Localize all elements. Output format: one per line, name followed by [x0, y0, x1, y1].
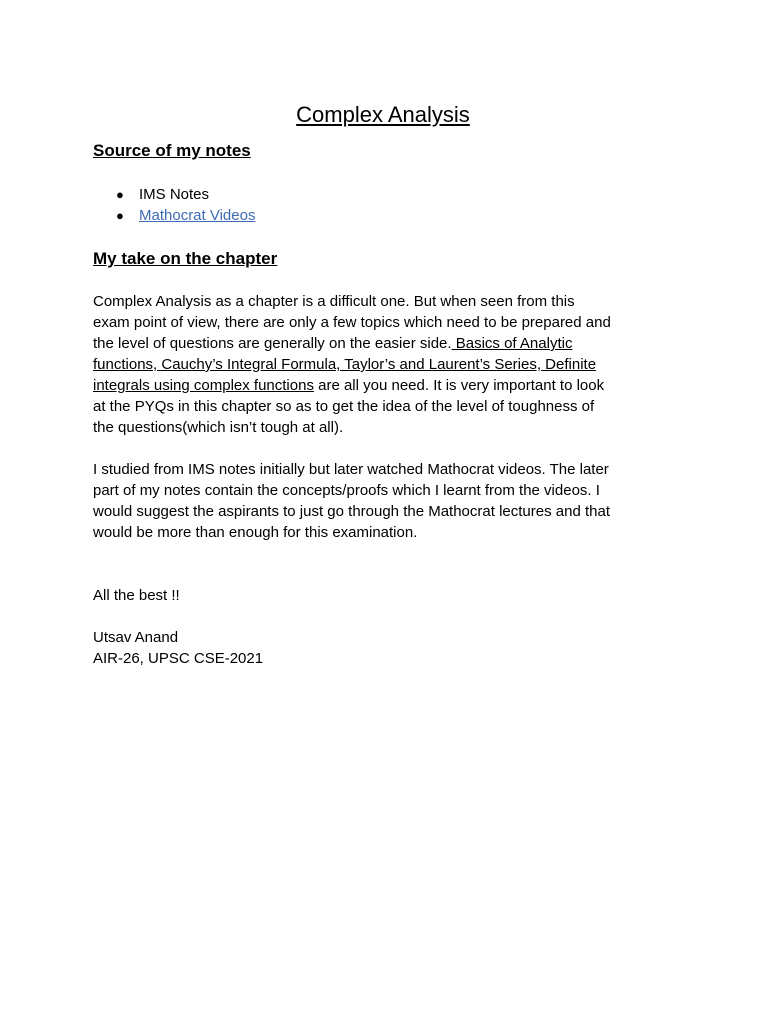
section-heading-take: My take on the chapter: [93, 249, 278, 268]
paragraph-line: I studied from IMS notes initially but later watched Mathocrat videos. The later: [93, 461, 609, 478]
list-item: [93, 205, 255, 226]
paragraph-line: [93, 375, 683, 396]
paragraph-take-2: [93, 459, 683, 543]
paragraph-line: part of my notes contain the concepts/proofs which I learnt from the videos. I: [93, 482, 600, 499]
paragraph-take-1: [93, 291, 683, 438]
closing-line: All the best !!: [93, 587, 180, 604]
paragraph-line: [93, 333, 683, 354]
mathocrat-videos-link[interactable]: Mathocrat Videos: [139, 207, 256, 224]
page-title: Complex Analysis: [296, 101, 470, 127]
paragraph-line: would be more than enough for this examination.: [93, 524, 418, 541]
paragraph-text: are all you need. It is very important to look: [313, 377, 605, 394]
underlined-topics-text: Basics of Analytic: [451, 335, 573, 352]
signature-name: Utsav Anand: [93, 629, 179, 646]
paragraph-text: the level of questions are generally on the easier side.: [93, 335, 452, 352]
paragraph-line: Complex Analysis as a chapter is a difficult one. But when seen from this: [93, 293, 575, 310]
bullet-dot-icon: ●: [116, 208, 124, 223]
bullet-dot-icon: ●: [116, 187, 124, 202]
signature-rank: AIR-26, UPSC CSE-2021: [93, 650, 264, 667]
section-heading-source: Source of my notes: [93, 141, 251, 160]
underlined-topics-text: functions, Cauchy’s Integral Formula, Taylor’s and Laurent’s Series, Definite: [93, 356, 597, 373]
signature-block: [93, 627, 683, 669]
paragraph-line: would suggest the aspirants to just go through the Mathocrat lectures and that: [93, 503, 610, 520]
underlined-topics-text: integrals using complex functions: [93, 377, 314, 394]
paragraph-line: the questions(which isn’t tough at all).: [93, 419, 344, 436]
paragraph-line: at the PYQs in this chapter so as to get the idea of the level of toughness of: [93, 398, 595, 415]
list-item-label-ims-notes: IMS Notes: [139, 186, 210, 203]
source-list: [93, 184, 255, 226]
list-item: [93, 184, 255, 205]
closing-text: [93, 585, 683, 606]
paragraph-line: exam point of view, there are only a few topics which need to be prepared and: [93, 314, 611, 331]
